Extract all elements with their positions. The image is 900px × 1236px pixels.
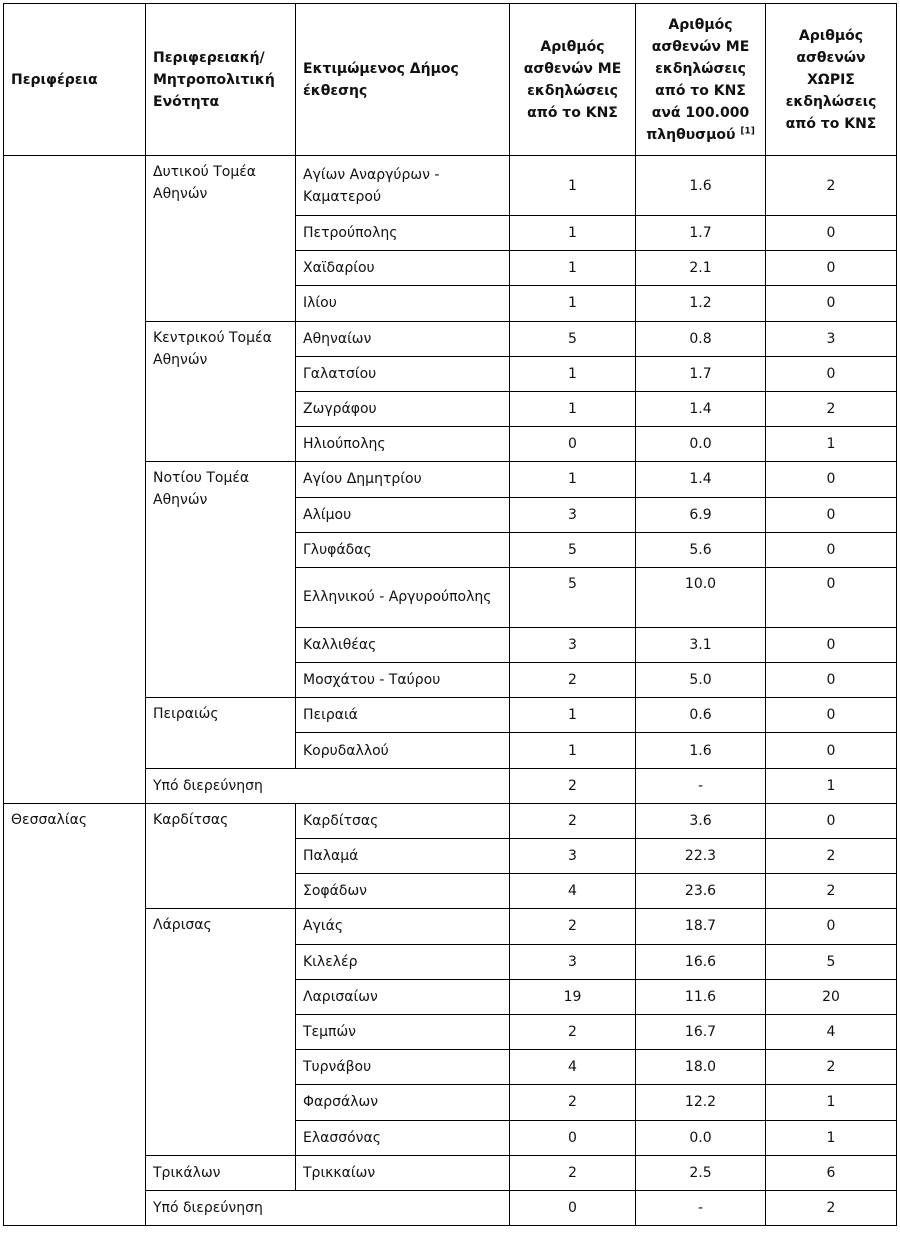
municipality-cell: Μοσχάτου - Ταύρου — [296, 663, 510, 698]
without-symptoms-cell: 2 — [766, 874, 897, 909]
municipality-cell: Καρδίτσας — [296, 803, 510, 838]
without-symptoms-cell: 1 — [766, 427, 897, 462]
municipality-cell: Αγιάς — [296, 909, 510, 944]
table-row — [4, 803, 897, 838]
per-100k-cell: 0.8 — [636, 321, 766, 356]
with-symptoms-cell: 3 — [510, 497, 636, 532]
region-cell: Θεσσαλίας — [4, 803, 146, 1225]
with-symptoms-cell: 2 — [510, 1014, 636, 1049]
without-symptoms-cell: 4 — [766, 1014, 897, 1049]
per-100k-cell: 22.3 — [636, 839, 766, 874]
footnote-marker: [1] — [740, 125, 755, 136]
without-symptoms-cell: 1 — [766, 768, 897, 803]
municipality-cell: Τεμπών — [296, 1014, 510, 1049]
without-symptoms-cell: 5 — [766, 944, 897, 979]
unit-cell: Υπό διερεύνηση — [146, 768, 510, 803]
with-symptoms-cell: 2 — [510, 803, 636, 838]
per-100k-cell: 5.0 — [636, 663, 766, 698]
municipality-cell: Αλίμου — [296, 497, 510, 532]
municipality-cell: Αγίων Αναργύρων - Καματερού — [296, 156, 510, 216]
region-cell — [4, 156, 146, 804]
per-100k-cell: 23.6 — [636, 874, 766, 909]
with-symptoms-cell: 3 — [510, 627, 636, 662]
with-symptoms-cell: 1 — [510, 733, 636, 768]
without-symptoms-cell: 0 — [766, 663, 897, 698]
with-symptoms-cell: 2 — [510, 1085, 636, 1120]
without-symptoms-cell: 2 — [766, 391, 897, 426]
with-symptoms-cell: 5 — [510, 532, 636, 567]
per-100k-cell: 3.6 — [636, 803, 766, 838]
without-symptoms-cell: 0 — [766, 627, 897, 662]
unit-cell: Πειραιώς — [146, 698, 296, 768]
municipality-cell: Λαρισαίων — [296, 979, 510, 1014]
municipality-cell: Τυρνάβου — [296, 1050, 510, 1085]
municipality-cell: Ηλιούπολης — [296, 427, 510, 462]
per-100k-cell: 1.6 — [636, 733, 766, 768]
per-100k-cell: 1.4 — [636, 391, 766, 426]
without-symptoms-cell: 1 — [766, 1085, 897, 1120]
per-100k-cell: 0.0 — [636, 427, 766, 462]
municipality-cell: Γλυφάδας — [296, 532, 510, 567]
header-per-100k — [636, 4, 766, 156]
with-symptoms-cell: 0 — [510, 427, 636, 462]
with-symptoms-cell: 2 — [510, 663, 636, 698]
per-100k-cell: 1.4 — [636, 462, 766, 497]
without-symptoms-cell: 2 — [766, 839, 897, 874]
header-with-symptoms: Αριθμός ασθενών ΜΕ εκδηλώσεις από το ΚΝΣ — [510, 4, 636, 156]
per-100k-cell: 18.0 — [636, 1050, 766, 1085]
with-symptoms-cell: 1 — [510, 391, 636, 426]
per-100k-cell: 16.7 — [636, 1014, 766, 1049]
unit-cell: Καρδίτσας — [146, 803, 296, 909]
with-symptoms-cell: 3 — [510, 944, 636, 979]
municipality-cell: Παλαμά — [296, 839, 510, 874]
without-symptoms-cell: 0 — [766, 803, 897, 838]
with-symptoms-cell: 1 — [510, 462, 636, 497]
with-symptoms-cell: 1 — [510, 286, 636, 321]
header-row — [4, 4, 897, 156]
municipality-cell: Τρικκαίων — [296, 1155, 510, 1190]
with-symptoms-cell: 2 — [510, 1155, 636, 1190]
per-100k-cell: 1.7 — [636, 356, 766, 391]
header-unit: Περιφερειακή/ Μητροπολιτική Ενότητα — [146, 4, 296, 156]
unit-cell: Δυτικού Τομέα Αθηνών — [146, 156, 296, 322]
unit-cell: Τρικάλων — [146, 1155, 296, 1190]
per-100k-cell: 3.1 — [636, 627, 766, 662]
per-100k-cell: 16.6 — [636, 944, 766, 979]
per-100k-cell: 6.9 — [636, 497, 766, 532]
without-symptoms-cell: 0 — [766, 251, 897, 286]
municipality-cell: Πετρούπολης — [296, 216, 510, 251]
without-symptoms-cell: 0 — [766, 909, 897, 944]
with-symptoms-cell: 2 — [510, 909, 636, 944]
with-symptoms-cell: 1 — [510, 698, 636, 733]
with-symptoms-cell: 5 — [510, 567, 636, 627]
without-symptoms-cell: 0 — [766, 733, 897, 768]
municipality-cell: Πειραιά — [296, 698, 510, 733]
with-symptoms-cell: 4 — [510, 1050, 636, 1085]
without-symptoms-cell: 0 — [766, 462, 897, 497]
per-100k-cell: - — [636, 1190, 766, 1225]
per-100k-cell: 2.1 — [636, 251, 766, 286]
with-symptoms-cell: 2 — [510, 768, 636, 803]
with-symptoms-cell: 3 — [510, 839, 636, 874]
municipality-cell: Ελασσόνας — [296, 1120, 510, 1155]
with-symptoms-cell: 1 — [510, 216, 636, 251]
municipality-cell: Φαρσάλων — [296, 1085, 510, 1120]
municipality-cell: Κορυδαλλού — [296, 733, 510, 768]
header-without-symptoms: Αριθμός ασθενών ΧΩΡΙΣ εκδηλώσεις από το ΚΝΣ — [766, 4, 897, 156]
per-100k-cell: 18.7 — [636, 909, 766, 944]
without-symptoms-cell: 2 — [766, 1190, 897, 1225]
municipality-cell: Ζωγράφου — [296, 391, 510, 426]
municipality-cell: Χαϊδαρίου — [296, 251, 510, 286]
without-symptoms-cell: 0 — [766, 286, 897, 321]
without-symptoms-cell: 3 — [766, 321, 897, 356]
without-symptoms-cell: 6 — [766, 1155, 897, 1190]
unit-cell: Λάρισας — [146, 909, 296, 1155]
municipality-cell: Κιλελέρ — [296, 944, 510, 979]
without-symptoms-cell: 0 — [766, 497, 897, 532]
without-symptoms-cell: 0 — [766, 698, 897, 733]
without-symptoms-cell: 20 — [766, 979, 897, 1014]
per-100k-cell: - — [636, 768, 766, 803]
per-100k-cell: 12.2 — [636, 1085, 766, 1120]
municipality-cell: Αγίου Δημητρίου — [296, 462, 510, 497]
header-municipality: Εκτιμώμενος Δήμος έκθεσης — [296, 4, 510, 156]
header-per-100k-label: Αριθμός ασθενών ΜΕ εκδηλώσεις από το ΚΝΣ ανά 100.000 πληθυσμού — [646, 16, 750, 143]
with-symptoms-cell: 1 — [510, 156, 636, 216]
without-symptoms-cell: 2 — [766, 1050, 897, 1085]
municipality-cell: Καλλιθέας — [296, 627, 510, 662]
with-symptoms-cell: 0 — [510, 1120, 636, 1155]
per-100k-cell: 5.6 — [636, 532, 766, 567]
per-100k-cell: 1.7 — [636, 216, 766, 251]
per-100k-cell: 0.0 — [636, 1120, 766, 1155]
without-symptoms-cell: 0 — [766, 216, 897, 251]
municipality-cell: Γαλατσίου — [296, 356, 510, 391]
without-symptoms-cell: 0 — [766, 532, 897, 567]
per-100k-cell: 11.6 — [636, 979, 766, 1014]
unit-cell: Υπό διερεύνηση — [146, 1190, 510, 1225]
municipality-cell: Σοφάδων — [296, 874, 510, 909]
cases-table — [3, 3, 897, 1226]
header-region: Περιφέρεια — [4, 4, 146, 156]
municipality-cell: Ελληνικού - Αργυρούπολης — [296, 567, 510, 627]
with-symptoms-cell: 19 — [510, 979, 636, 1014]
without-symptoms-cell: 0 — [766, 356, 897, 391]
per-100k-cell: 0.6 — [636, 698, 766, 733]
municipality-cell: Αθηναίων — [296, 321, 510, 356]
with-symptoms-cell: 5 — [510, 321, 636, 356]
municipality-cell: Ιλίου — [296, 286, 510, 321]
without-symptoms-cell: 2 — [766, 156, 897, 216]
per-100k-cell: 2.5 — [636, 1155, 766, 1190]
per-100k-cell: 1.2 — [636, 286, 766, 321]
per-100k-cell: 10.0 — [636, 567, 766, 627]
without-symptoms-cell: 0 — [766, 567, 897, 627]
with-symptoms-cell: 1 — [510, 356, 636, 391]
per-100k-cell: 1.6 — [636, 156, 766, 216]
with-symptoms-cell: 1 — [510, 251, 636, 286]
table-row — [4, 156, 897, 216]
unit-cell: Νοτίου Τομέα Αθηνών — [146, 462, 296, 698]
without-symptoms-cell: 1 — [766, 1120, 897, 1155]
with-symptoms-cell: 4 — [510, 874, 636, 909]
unit-cell: Κεντρικού Τομέα Αθηνών — [146, 321, 296, 462]
with-symptoms-cell: 0 — [510, 1190, 636, 1225]
